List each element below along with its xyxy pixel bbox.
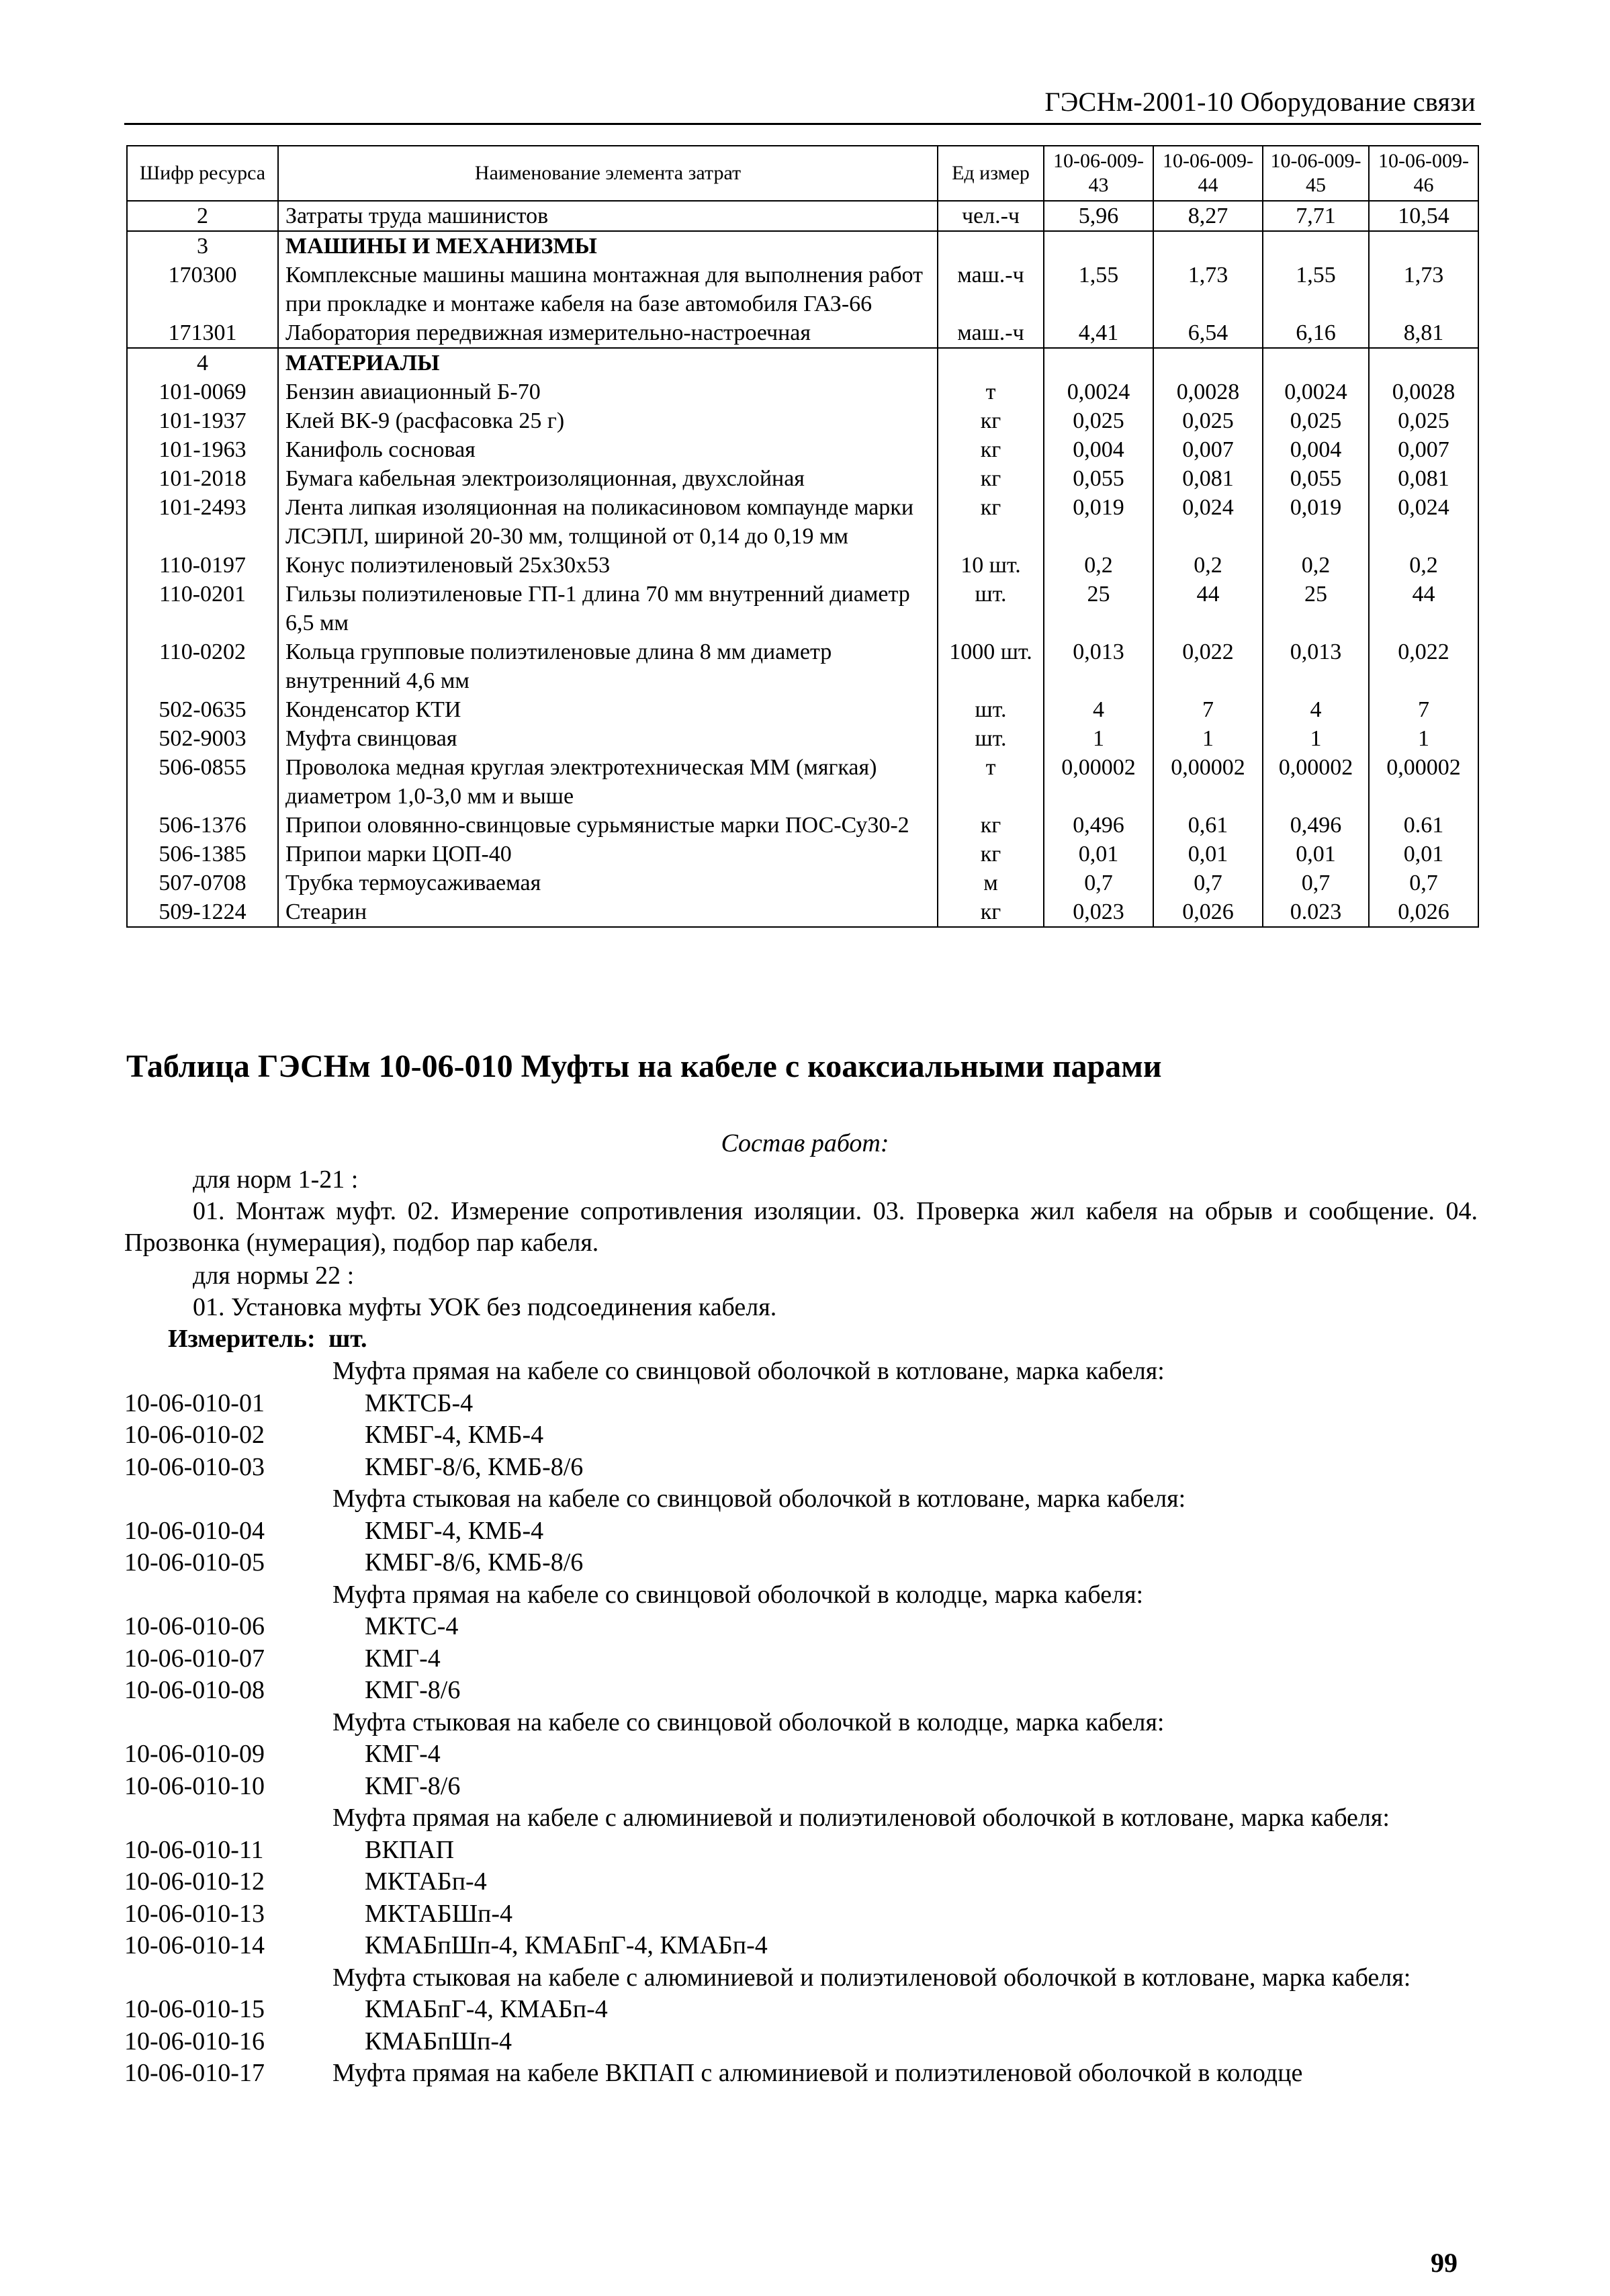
unit-cell: кг (938, 493, 1044, 551)
norm-item (124, 1866, 1481, 1898)
resource-name-cell: Комплексные машины машина монтажная для выполнения работ при прокладке и монтаже кабеля на базе автомобиля ГАЗ-66 (278, 261, 938, 318)
norm-text: КМГ-4 (365, 1740, 441, 1768)
value-cell: 0,007 (1153, 435, 1263, 464)
column-header: 10-06-009-45 (1263, 146, 1369, 201)
norm-item (124, 1994, 1481, 2026)
value-cell: 25 (1263, 580, 1369, 637)
table-row (127, 231, 1478, 261)
value-cell: 1 (1263, 724, 1369, 753)
resource-code-cell: 509-1224 (127, 897, 278, 927)
value-cell: 1,55 (1044, 261, 1153, 318)
resource-table-body (127, 201, 1478, 927)
column-header: 10-06-009-44 (1153, 146, 1263, 201)
norm-code: 10-06-010-05 (124, 1548, 265, 1577)
resource-name-cell: Стеарин (278, 897, 938, 927)
value-cell: 7 (1369, 695, 1478, 724)
table-row (127, 869, 1478, 897)
value-cell: 4 (1263, 695, 1369, 724)
norm-item (124, 1515, 1481, 1548)
value-cell: 0.61 (1369, 811, 1478, 840)
value-cell: 0,2 (1369, 551, 1478, 580)
meter-line (168, 1323, 367, 1355)
norm-text: МКТАБп-4 (365, 1867, 487, 1896)
norm-text: КМГ-8/6 (365, 1771, 461, 1800)
norm-code: 10-06-010-06 (124, 1612, 265, 1640)
value-cell: 5,96 (1044, 201, 1153, 231)
value-cell: 0,004 (1044, 435, 1153, 464)
resource-code-cell: 506-0855 (127, 753, 278, 811)
norm-group-heading (124, 1802, 1481, 1835)
norm-item (124, 1388, 1481, 1420)
resource-code-cell: 170300 (127, 261, 278, 318)
norm-item (124, 1835, 1481, 1867)
value-cell: 0,025 (1263, 406, 1369, 435)
resource-code-cell: 506-1376 (127, 811, 278, 840)
norm-code (124, 1356, 332, 1388)
value-cell: 0,0028 (1369, 378, 1478, 406)
value-cell: 0,055 (1263, 464, 1369, 493)
table-row (127, 261, 1478, 318)
value-cell: 0,026 (1153, 897, 1263, 927)
header-rule (124, 123, 1481, 125)
norm-code: 10-06-010-04 (124, 1516, 265, 1545)
value-cell: 0,013 (1044, 637, 1153, 695)
resource-code-cell: 3 (127, 231, 278, 261)
value-cell: 0,081 (1153, 464, 1263, 493)
value-cell (1153, 231, 1263, 261)
resource-name-cell: Припои оловянно-свинцовые сурьмянистые марки ПОС-Су30-2 (278, 811, 938, 840)
norm-code: 10-06-010-03 (124, 1452, 265, 1481)
table-row (127, 753, 1478, 811)
value-cell: 0,019 (1263, 493, 1369, 551)
unit-cell (938, 348, 1044, 378)
sostav-heading: Состав работ: (721, 1129, 889, 1157)
column-header: Ед измер (938, 146, 1044, 201)
resource-code-cell: 101-1937 (127, 406, 278, 435)
resource-code-cell: 110-0197 (127, 551, 278, 580)
resource-code-cell: 110-0202 (127, 637, 278, 695)
value-cell: 0,2 (1044, 551, 1153, 580)
table-row (127, 637, 1478, 695)
resource-code-cell: 101-2493 (127, 493, 278, 551)
resource-code-cell: 171301 (127, 318, 278, 348)
norm-text: КМБГ-4, КМБ-4 (365, 1516, 544, 1545)
unit-cell: шт. (938, 724, 1044, 753)
value-cell: 0,7 (1044, 869, 1153, 897)
value-cell: 0,013 (1263, 637, 1369, 695)
unit-cell: кг (938, 435, 1044, 464)
norm-group-heading (124, 1707, 1481, 1739)
norm-group-heading (124, 1483, 1481, 1515)
value-cell: 0,01 (1044, 840, 1153, 869)
value-cell: 0,01 (1263, 840, 1369, 869)
unit-cell: кг (938, 406, 1044, 435)
resource-name-cell: МАТЕРИАЛЫ (278, 348, 938, 378)
value-cell (1369, 231, 1478, 261)
value-cell: 0,496 (1044, 811, 1153, 840)
value-cell: 0,00002 (1263, 753, 1369, 811)
value-cell: 0,01 (1369, 840, 1478, 869)
norm-code: 10-06-010-14 (124, 1931, 265, 1959)
value-cell (1369, 348, 1478, 378)
table-row (127, 580, 1478, 637)
norm-item (124, 1643, 1481, 1675)
table-row (127, 493, 1478, 551)
norm-code (124, 1707, 332, 1739)
norm-text: КМАБпШп-4, КМАБпГ-4, КМАБп-4 (365, 1931, 768, 1959)
unit-cell: т (938, 753, 1044, 811)
norm-text: ВКПАП (365, 1835, 455, 1864)
resource-name-cell: Клей ВК-9 (расфасовка 25 г) (278, 406, 938, 435)
norm-text: МКТС-4 (365, 1612, 459, 1640)
norm-text: Муфта прямая на кабеле со свинцовой оболочкой в котловане, марка кабеля: (332, 1357, 1165, 1385)
norm-text: Муфта прямая на кабеле со свинцовой оболочкой в колодце, марка кабеля: (332, 1580, 1144, 1609)
norm-code: 10-06-010-13 (124, 1899, 265, 1928)
resource-name-cell: Трубка термоусаживаемая (278, 869, 938, 897)
value-cell: 4 (1044, 695, 1153, 724)
value-cell: 0,00002 (1044, 753, 1153, 811)
table-row (127, 406, 1478, 435)
unit-cell: шт. (938, 695, 1044, 724)
table-row (127, 464, 1478, 493)
norm-text: КМБГ-8/6, КМБ-8/6 (365, 1548, 584, 1577)
resource-code-cell: 502-0635 (127, 695, 278, 724)
value-cell: 0,004 (1263, 435, 1369, 464)
norm-code (124, 1483, 332, 1515)
value-cell: 0,024 (1153, 493, 1263, 551)
unit-cell: кг (938, 811, 1044, 840)
value-cell (1044, 231, 1153, 261)
resource-code-cell: 506-1385 (127, 840, 278, 869)
value-cell: 6,16 (1263, 318, 1369, 348)
resource-code-cell: 4 (127, 348, 278, 378)
norm-code: 10-06-010-09 (124, 1740, 265, 1768)
value-cell (1263, 348, 1369, 378)
column-header: Шифр ресурса (127, 146, 278, 201)
norm-item (124, 2026, 1481, 2058)
value-cell: 0,007 (1369, 435, 1478, 464)
norm-code (124, 1802, 332, 1835)
norm-22-label: для нормы 22 : (193, 1262, 355, 1290)
norm-text: Муфта стыковая на кабеле со свинцовой оболочкой в колодце, марка кабеля: (332, 1708, 1165, 1736)
value-cell: 8,27 (1153, 201, 1263, 231)
value-cell: 0,0024 (1263, 378, 1369, 406)
norm-item (124, 1675, 1481, 1707)
value-cell: 0,2 (1263, 551, 1369, 580)
resource-name-cell: Затраты труда машинистов (278, 201, 938, 231)
value-cell: 0,025 (1044, 406, 1153, 435)
norm-text: КМБГ-8/6, КМБ-8/6 (365, 1452, 584, 1481)
value-cell: 0,023 (1044, 897, 1153, 927)
value-cell: 0,7 (1369, 869, 1478, 897)
value-cell: 25 (1044, 580, 1153, 637)
unit-cell: 10 шт. (938, 551, 1044, 580)
value-cell: 0,019 (1044, 493, 1153, 551)
resource-name-cell: Бумага кабельная электроизоляционная, двухслойная (278, 464, 938, 493)
value-cell: 7 (1153, 695, 1263, 724)
work-description-1-21: 01. Монтаж муфт. 02. Измерение сопротивления изоляции. 03. Проверка жил кабеля на обрыв и сообщение. 04. Прозвонка (нумерация), подбор пар кабеля. (124, 1197, 1478, 1257)
norm-text: Муфта стыковая на кабеле с алюминиевой и полиэтиленовой оболочкой в котловане, марка кабеля: (332, 1963, 1411, 1992)
norm-code: 10-06-010-17 (124, 2059, 265, 2087)
norm-text: Муфта прямая на кабеле ВКПАП с алюминиевой и полиэтиленовой оболочкой в колодце (332, 2059, 1303, 2087)
norm-item (124, 1452, 1481, 1484)
resource-name-cell: Кольца групповые полиэтиленовые длина 8 мм диаметр внутренний 4,6 мм (278, 637, 938, 695)
norms-1-21-label: для норм 1-21 : (193, 1165, 359, 1194)
value-cell: 0.023 (1263, 897, 1369, 927)
resource-name-cell: Канифоль сосновая (278, 435, 938, 464)
resource-name-cell: Проволока медная круглая электротехническая ММ (мягкая) диаметром 1,0-3,0 мм и выше (278, 753, 938, 811)
norm-text: Муфта прямая на кабеле с алюминиевой и полиэтиленовой оболочкой в котловане, марка кабеля: (332, 1804, 1390, 1832)
unit-cell: кг (938, 897, 1044, 927)
unit-cell: 1000 шт. (938, 637, 1044, 695)
value-cell: 1 (1044, 724, 1153, 753)
value-cell: 0,022 (1153, 637, 1263, 695)
table-header-row (127, 146, 1478, 201)
norm-item (124, 1898, 1481, 1931)
value-cell: 0,00002 (1369, 753, 1478, 811)
value-cell: 0,496 (1263, 811, 1369, 840)
value-cell: 7,71 (1263, 201, 1369, 231)
value-cell: 0,7 (1263, 869, 1369, 897)
norm-item (124, 1771, 1481, 1803)
table-row (127, 348, 1478, 378)
norm-code: 10-06-010-12 (124, 1867, 265, 1896)
running-header: ГЭСНм-2001-10 Оборудование связи (1044, 87, 1476, 117)
unit-cell: шт. (938, 580, 1044, 637)
value-cell: 6,54 (1153, 318, 1263, 348)
table-row (127, 811, 1478, 840)
table-row (127, 897, 1478, 927)
work-description-22: 01. Установка муфты УОК без подсоединения кабеля. (193, 1293, 777, 1321)
norm-group-heading (124, 1579, 1481, 1611)
norm-item (124, 1419, 1481, 1452)
meter-label: Измеритель: (168, 1325, 316, 1353)
norm-text: КМГ-8/6 (365, 1676, 461, 1704)
norm-text: КМАБпШп-4 (365, 2027, 512, 2056)
resource-code-cell: 2 (127, 201, 278, 231)
value-cell: 0,025 (1153, 406, 1263, 435)
norm-text: КМАБпГ-4, КМАБп-4 (365, 1995, 608, 2023)
norm-code: 10-06-010-16 (124, 2027, 265, 2056)
value-cell: 0,055 (1044, 464, 1153, 493)
resource-code-cell: 101-2018 (127, 464, 278, 493)
value-cell: 0,00002 (1153, 753, 1263, 811)
meter-value: шт. (328, 1325, 367, 1353)
resource-code-cell: 507-0708 (127, 869, 278, 897)
value-cell: 4,41 (1044, 318, 1153, 348)
norm-code: 10-06-010-15 (124, 1995, 265, 2023)
value-cell: 0,61 (1153, 811, 1263, 840)
value-cell: 1,73 (1153, 261, 1263, 318)
table-row (127, 201, 1478, 231)
norm-item (124, 1738, 1481, 1771)
table-row (127, 435, 1478, 464)
value-cell: 44 (1153, 580, 1263, 637)
norm-code: 10-06-010-10 (124, 1771, 265, 1800)
value-cell (1263, 231, 1369, 261)
table-row (127, 318, 1478, 348)
page-number: 99 (1431, 2248, 1458, 2278)
norm-text: КМГ-4 (365, 1644, 441, 1673)
resource-name-cell: Припои марки ЦОП-40 (278, 840, 938, 869)
norm-item (124, 1547, 1481, 1579)
norm-code: 10-06-010-11 (124, 1835, 264, 1864)
value-cell: 1,55 (1263, 261, 1369, 318)
norm-group-heading (124, 2058, 1481, 2090)
unit-cell (938, 231, 1044, 261)
norm-code: 10-06-010-07 (124, 1644, 265, 1673)
norm-code: 10-06-010-01 (124, 1388, 265, 1417)
value-cell (1153, 348, 1263, 378)
unit-cell: т (938, 378, 1044, 406)
resource-name-cell: Конденсатор КТИ (278, 695, 938, 724)
norm-code (124, 1579, 332, 1611)
resource-code-cell: 110-0201 (127, 580, 278, 637)
value-cell: 0,0024 (1044, 378, 1153, 406)
value-cell: 0,026 (1369, 897, 1478, 927)
value-cell: 8,81 (1369, 318, 1478, 348)
value-cell: 0,024 (1369, 493, 1478, 551)
norm-code: 10-06-010-08 (124, 1676, 265, 1704)
value-cell: 1 (1153, 724, 1263, 753)
value-cell: 0,081 (1369, 464, 1478, 493)
norm-item (124, 1611, 1481, 1643)
unit-cell: м (938, 869, 1044, 897)
resource-name-cell: МАШИНЫ И МЕХАНИЗМЫ (278, 231, 938, 261)
unit-cell: маш.-ч (938, 318, 1044, 348)
norm-text: МКТСБ-4 (365, 1388, 474, 1417)
column-header: Наименование элемента затрат (278, 146, 938, 201)
value-cell: 0,0028 (1153, 378, 1263, 406)
norm-text: МКТАБШп-4 (365, 1899, 513, 1928)
table-row (127, 378, 1478, 406)
norm-item (124, 1930, 1481, 1962)
table-title: Таблица ГЭСНм 10-06-010 Муфты на кабеле с коаксиальными парами (126, 1049, 1162, 1084)
norm-text: Муфта стыковая на кабеле со свинцовой оболочкой в котловане, марка кабеля: (332, 1485, 1186, 1513)
resource-name-cell: Лента липкая изоляционная на поликасиновом компаунде марки ЛСЭПЛ, шириной 20-30 мм, толщиной от 0,14 до 0,19 мм (278, 493, 938, 551)
value-cell: 0,01 (1153, 840, 1263, 869)
table-row (127, 695, 1478, 724)
table-row (127, 724, 1478, 753)
resource-name-cell: Лаборатория передвижная измерительно-настроечная (278, 318, 938, 348)
resource-name-cell: Муфта свинцовая (278, 724, 938, 753)
unit-cell: кг (938, 840, 1044, 869)
value-cell (1044, 348, 1153, 378)
resource-name-cell: Гильзы полиэтиленовые ГП-1 длина 70 мм внутренний диаметр 6,5 мм (278, 580, 938, 637)
norm-code (124, 1962, 332, 1994)
norm-code: 10-06-010-02 (124, 1421, 265, 1449)
norm-group-heading (124, 1962, 1481, 1994)
table-row (127, 840, 1478, 869)
resource-code-cell: 101-1963 (127, 435, 278, 464)
value-cell: 1 (1369, 724, 1478, 753)
value-cell: 0,022 (1369, 637, 1478, 695)
norm-group-heading (124, 1356, 1481, 1388)
unit-cell: кг (938, 464, 1044, 493)
value-cell: 0,2 (1153, 551, 1263, 580)
resource-code-cell: 502-9003 (127, 724, 278, 753)
column-header: 10-06-009-43 (1044, 146, 1153, 201)
norms-list (124, 1356, 1481, 2090)
value-cell: 0,7 (1153, 869, 1263, 897)
resource-table (126, 145, 1479, 928)
column-header: 10-06-009-46 (1369, 146, 1478, 201)
resource-name-cell: Конус полиэтиленовый 25х30х53 (278, 551, 938, 580)
value-cell: 10,54 (1369, 201, 1478, 231)
table-row (127, 551, 1478, 580)
unit-cell: чел.-ч (938, 201, 1044, 231)
value-cell: 1,73 (1369, 261, 1478, 318)
resource-name-cell: Бензин авиационный Б-70 (278, 378, 938, 406)
norm-text: КМБГ-4, КМБ-4 (365, 1421, 544, 1449)
resource-code-cell: 101-0069 (127, 378, 278, 406)
unit-cell: маш.-ч (938, 261, 1044, 318)
value-cell: 44 (1369, 580, 1478, 637)
value-cell: 0,025 (1369, 406, 1478, 435)
